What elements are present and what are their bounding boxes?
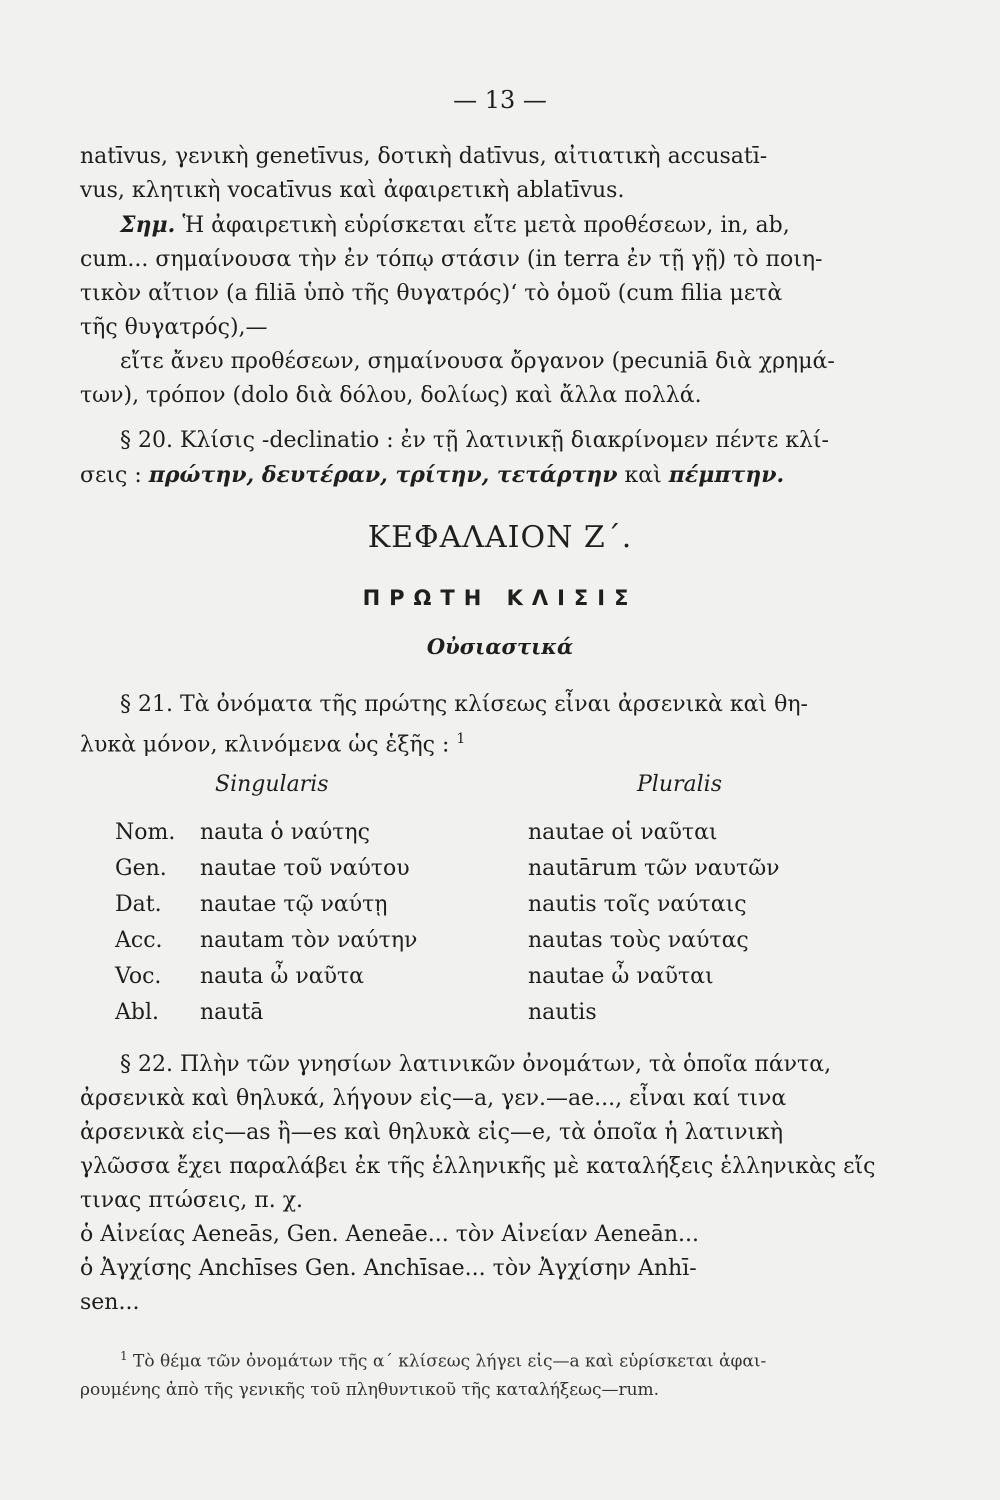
text-line: § 22. Πλὴν τῶν γνησίων λατινικῶν ὀνομάτων, τὰ ὁποῖα πάντα, (120, 1052, 832, 1077)
plural-form: nautis τοῖς ναύταις (528, 892, 747, 917)
text-line: Σημ. Ἡ ἀφαιρετικὴ εὑρίσκεται εἴτε μετὰ προθέσεων, in, ab, (120, 212, 790, 238)
plural-form: nautae οἱ ναῦται (528, 820, 718, 845)
singular-header: Singularis (215, 772, 329, 797)
singular-form: nautae τοῦ ναύτου (200, 856, 410, 881)
case-label: Nom. (115, 820, 176, 845)
case-label: Acc. (115, 928, 163, 953)
note-label: Σημ. (120, 212, 176, 238)
plural-header: Pluralis (637, 772, 723, 797)
table-row (115, 892, 895, 926)
section-20 (80, 424, 910, 493)
table-row (115, 964, 895, 998)
singular-form: nauta ὦ ναῦτα (200, 964, 364, 989)
footnote-ref: 1 (456, 731, 466, 747)
singular-form: nautā (200, 1000, 264, 1025)
section-title: ΠΡΩΤΗ ΚΛΙΣΙΣ (362, 586, 638, 610)
singular-form: nautam τὸν ναύτην (200, 928, 418, 953)
text-line: ἀρσενικὰ καὶ θηλυκά, λήγουν εἰς—a, γεν.—ae..., εἶναι καί τινα (80, 1086, 787, 1111)
subsection-title: Οὐσιαστικά (426, 634, 574, 659)
text-line: λυκὰ μόνον, κλινόμενα ὡς ἑξῆς : $^1$ (80, 731, 466, 758)
section-22 (80, 1048, 910, 1320)
plural-form: nautas τοὺς ναύτας (528, 928, 749, 953)
plural-form: nautārum τῶν ναυτῶν (528, 856, 780, 881)
text-line: τινας πτώσεις, π. χ. (80, 1188, 304, 1213)
text-line: εἴτε ἄνευ προθέσεων, σημαίνουσα ὄργανον (pecuniā διὰ χρημά- (120, 349, 835, 374)
note-paragraph (80, 208, 910, 413)
example-line: sen... (80, 1290, 140, 1315)
plural-form: nautae ὦ ναῦται (528, 964, 714, 989)
plural-form: nautis (528, 1000, 597, 1025)
text-line: τῆς θυγατρός),— (80, 315, 268, 340)
intro-paragraph (80, 140, 910, 208)
case-label: Dat. (115, 892, 162, 917)
example-line: ὁ Αἰνείας Aeneās, Gen. Aeneāe... τὸν Αἰνείαν Aeneān... (80, 1222, 700, 1247)
chapter-title: ΚΕΦΑΛΑΙΟΝ Ζ΄. (367, 520, 633, 555)
singular-form: nauta ὁ ναύτης (200, 820, 370, 845)
text-line: cum... σημαίνουσα τὴν ἐν τόπῳ στάσιν (in terra ἐν τῇ γῇ) τὸ ποιη- (80, 247, 823, 272)
text-line: ἀρσενικὰ εἰς—as ἢ—es καὶ θηλυκὰ εἰς—e, τὰ ὁποῖα ἡ λατινικὴ (80, 1120, 784, 1145)
page-number: — 13 — (453, 86, 547, 114)
footnote (80, 1342, 910, 1404)
text-line: των), τρόπον (dolo διὰ δόλου, δολίως) καὶ ἄλλα πολλά. (80, 383, 702, 408)
footnote-line: $^1$ Τὸ θέμα τῶν ὀνομάτων τῆς α΄ κλίσεως λήγει εἰς—a καὶ εὑρίσκεται ἀφαι- (120, 1349, 767, 1372)
text-line: vus, κλητικὴ vocatīvus καὶ ἀφαιρετικὴ ablatīvus. (80, 178, 625, 203)
case-label: Abl. (115, 1000, 159, 1025)
table-row (115, 856, 895, 890)
section-21 (80, 688, 910, 762)
case-label: Voc. (115, 964, 162, 989)
table-row (115, 928, 895, 962)
case-label: Gen. (115, 856, 167, 881)
example-line: ὁ Ἀγχίσης Anchīses Gen. Anchīsae... τὸν Ἀγχίσην Anhī- (80, 1256, 697, 1281)
footnote-line: ρουμένης ἀπὸ τῆς γενικῆς τοῦ πληθυντικοῦ τῆς καταλήξεως—rum. (80, 1379, 660, 1400)
text-line: natīvus, γενικὴ genetīvus, δοτικὴ datīvus, αἰτιατικὴ accusatī- (80, 144, 768, 169)
table-row (115, 820, 895, 854)
footnote-mark: 1 (120, 1349, 128, 1363)
text-line: § 20. Κλίσις -declinatio : ἐν τῇ λατινικῇ διακρίνομεν πέντε κλί- (120, 428, 829, 453)
text-line: § 21. Τὰ ὀνόματα τῆς πρώτης κλίσεως εἶναι ἀρσενικὰ καὶ θη- (120, 692, 808, 717)
text-line: γλῶσσα ἔχει παραλάβει ἐκ τῆς ἑλληνικῆς μὲ καταλήξεις ἑλληνικὰς εἴς (80, 1154, 876, 1179)
text-line: τικὸν αἴτιον (a filiā ὑπὸ τῆς θυγατρός)ʻ τὸ ὁμοῦ (cum filia μετὰ (80, 281, 783, 306)
singular-form: nautae τῷ ναύτῃ (200, 892, 388, 917)
declension-names: πρώτην, δευτέραν, τρίτην, τετάρτην (148, 462, 618, 488)
text-line: σεις : πρώτην, δευτέραν, τρίτην, τετάρτην καὶ πέμπτην. (80, 462, 785, 488)
table-row (115, 1000, 895, 1034)
